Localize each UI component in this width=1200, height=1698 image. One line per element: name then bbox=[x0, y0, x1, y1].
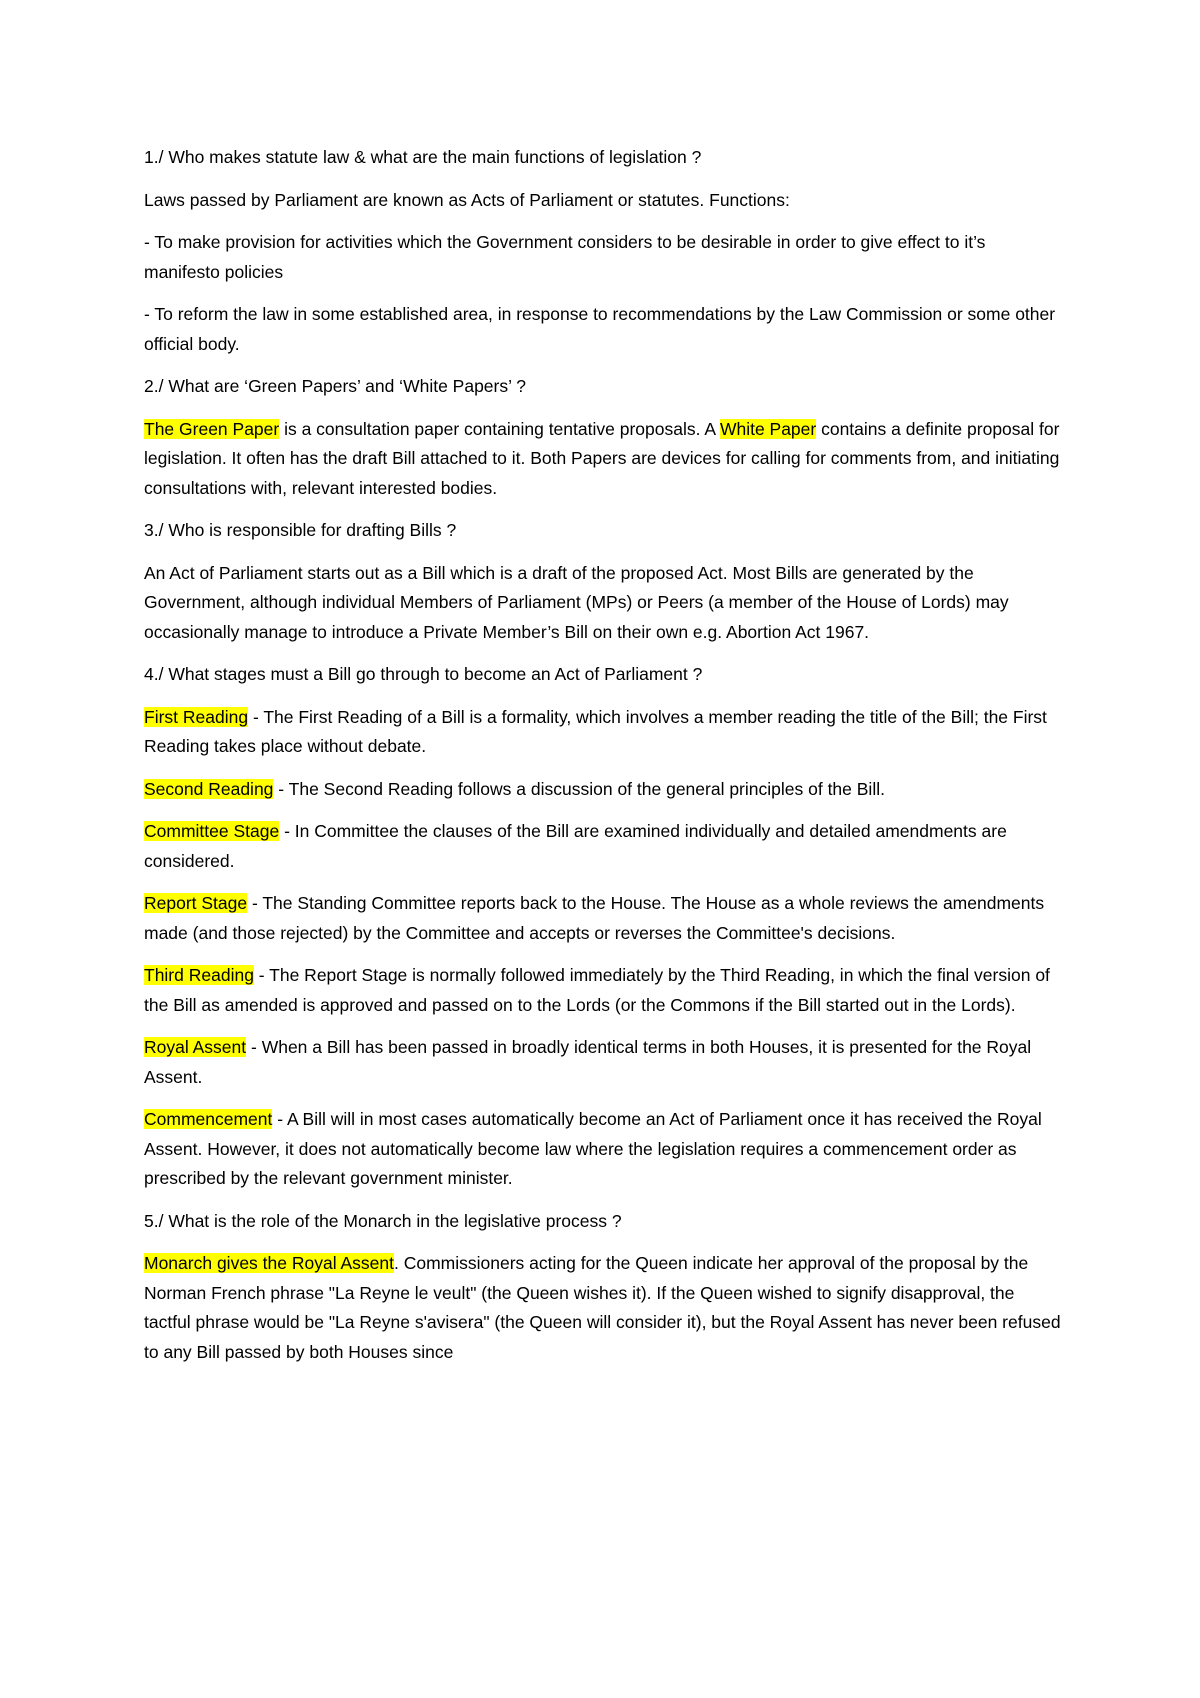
monarch-highlight: Monarch gives the Royal Assent bbox=[144, 1253, 394, 1273]
stage-term-highlight: Commencement bbox=[144, 1109, 273, 1129]
stage-description: - When a Bill has been passed in broadly identical terms in both Houses, it is presented for the Royal Assent. bbox=[144, 1037, 1032, 1087]
stage-description: - A Bill will in most cases automatically become an Act of Parliament once it has received the Royal Assent. However, it does not automatically become law where the legislation requires a commencement order as prescribed by the relevant government minister. bbox=[144, 1109, 1042, 1188]
q1-point-1: - To make provision for activities which the Government considers to be desirable in order to give effect to it’s manifesto policies bbox=[144, 232, 986, 282]
q4-question: 4./ What stages must a Bill go through to become an Act of Parliament ? bbox=[144, 664, 703, 684]
stage-term-highlight: Royal Assent bbox=[144, 1037, 247, 1057]
stage-term-highlight: Third Reading bbox=[144, 965, 254, 985]
q3-question: 3./ Who is responsible for drafting Bills ? bbox=[144, 520, 457, 540]
q2-answer-text-b: contains a definite proposal for legislation. It often has the draft Bill attached to it. Both Papers are devices for calling for comments from, and initiating consultations with, relevant interested bodies. bbox=[144, 418, 1060, 498]
stage-second-reading bbox=[144, 775, 1064, 805]
document-body bbox=[144, 143, 1064, 1380]
q1-point-2: - To reform the law in some established area, in response to recommendations by the Law Commission or some other official body. bbox=[144, 304, 1056, 354]
stage-description: - The Standing Committee reports back to the House. The House as a whole reviews the amendments made (and those rejected) by the Committee and accepts or reverses the Committee's decisions. bbox=[144, 893, 1045, 943]
stage-term-highlight: Second Reading bbox=[144, 778, 274, 799]
stage-term-highlight: Committee Stage bbox=[144, 821, 280, 841]
q1-answer: Laws passed by Parliament are known as Acts of Parliament or statutes. Functions: bbox=[144, 189, 790, 210]
stage-description: - In Committee the clauses of the Bill are examined individually and detailed amendments are considered. bbox=[144, 821, 1007, 871]
green-paper-highlight: The Green Paper bbox=[144, 418, 280, 439]
stage-description: - The Second Reading follows a discussion of the general principles of the Bill. bbox=[273, 778, 885, 799]
q2-answer-text-a: is a consultation paper containing tentative proposals. A bbox=[279, 418, 720, 439]
stage-committee bbox=[144, 817, 1064, 876]
stage-description: - The Report Stage is normally followed immediately by the Third Reading, in which the final version of the Bill as amended is approved and passed on to the Lords (or the Commons if the Bill started out in the Lords). bbox=[144, 965, 1050, 1015]
q2-answer bbox=[144, 415, 1064, 504]
white-paper-highlight: White Paper bbox=[719, 418, 817, 439]
q5-answer bbox=[144, 1249, 1064, 1367]
stage-first-reading bbox=[144, 703, 1064, 762]
stage-term-highlight: First Reading bbox=[144, 706, 249, 727]
stage-commencement bbox=[144, 1105, 1064, 1194]
q3-answer: An Act of Parliament starts out as a Bill which is a draft of the proposed Act. Most Bills are generated by the Government, although individual Members of Parliament (MPs) or Peers (a member of the House of Lords) may occasionally manage to introduce a Private Member’s Bill on their own e.g. Abortion Act 1967. bbox=[144, 562, 1009, 642]
stage-royal-assent bbox=[144, 1033, 1064, 1092]
stage-description: - The First Reading of a Bill is a formality, which involves a member reading the title of the Bill; the First Reading takes place without debate. bbox=[144, 706, 1047, 756]
stage-term-highlight: Report Stage bbox=[144, 893, 248, 913]
q5-question: 5./ What is the role of the Monarch in the legislative process ? bbox=[144, 1210, 622, 1231]
q5-answer-text: . Commissioners acting for the Queen indicate her approval of the proposal by the Norman French phrase "La Reyne le veult" (the Queen wishes it). If the Queen wished to signify disapproval, the tactful phrase would be "La Reyne s'avisera" (the Queen will consider it), but the Royal Assent has never been refused to any Bill passed by both Houses since bbox=[144, 1253, 1061, 1362]
stage-report bbox=[144, 889, 1064, 948]
q1-question: 1./ Who makes statute law & what are the main functions of legislation ? bbox=[144, 147, 702, 167]
q2-question: 2./ What are ‘Green Papers’ and ‘White Papers’ ? bbox=[144, 376, 526, 396]
stage-third-reading bbox=[144, 961, 1064, 1020]
